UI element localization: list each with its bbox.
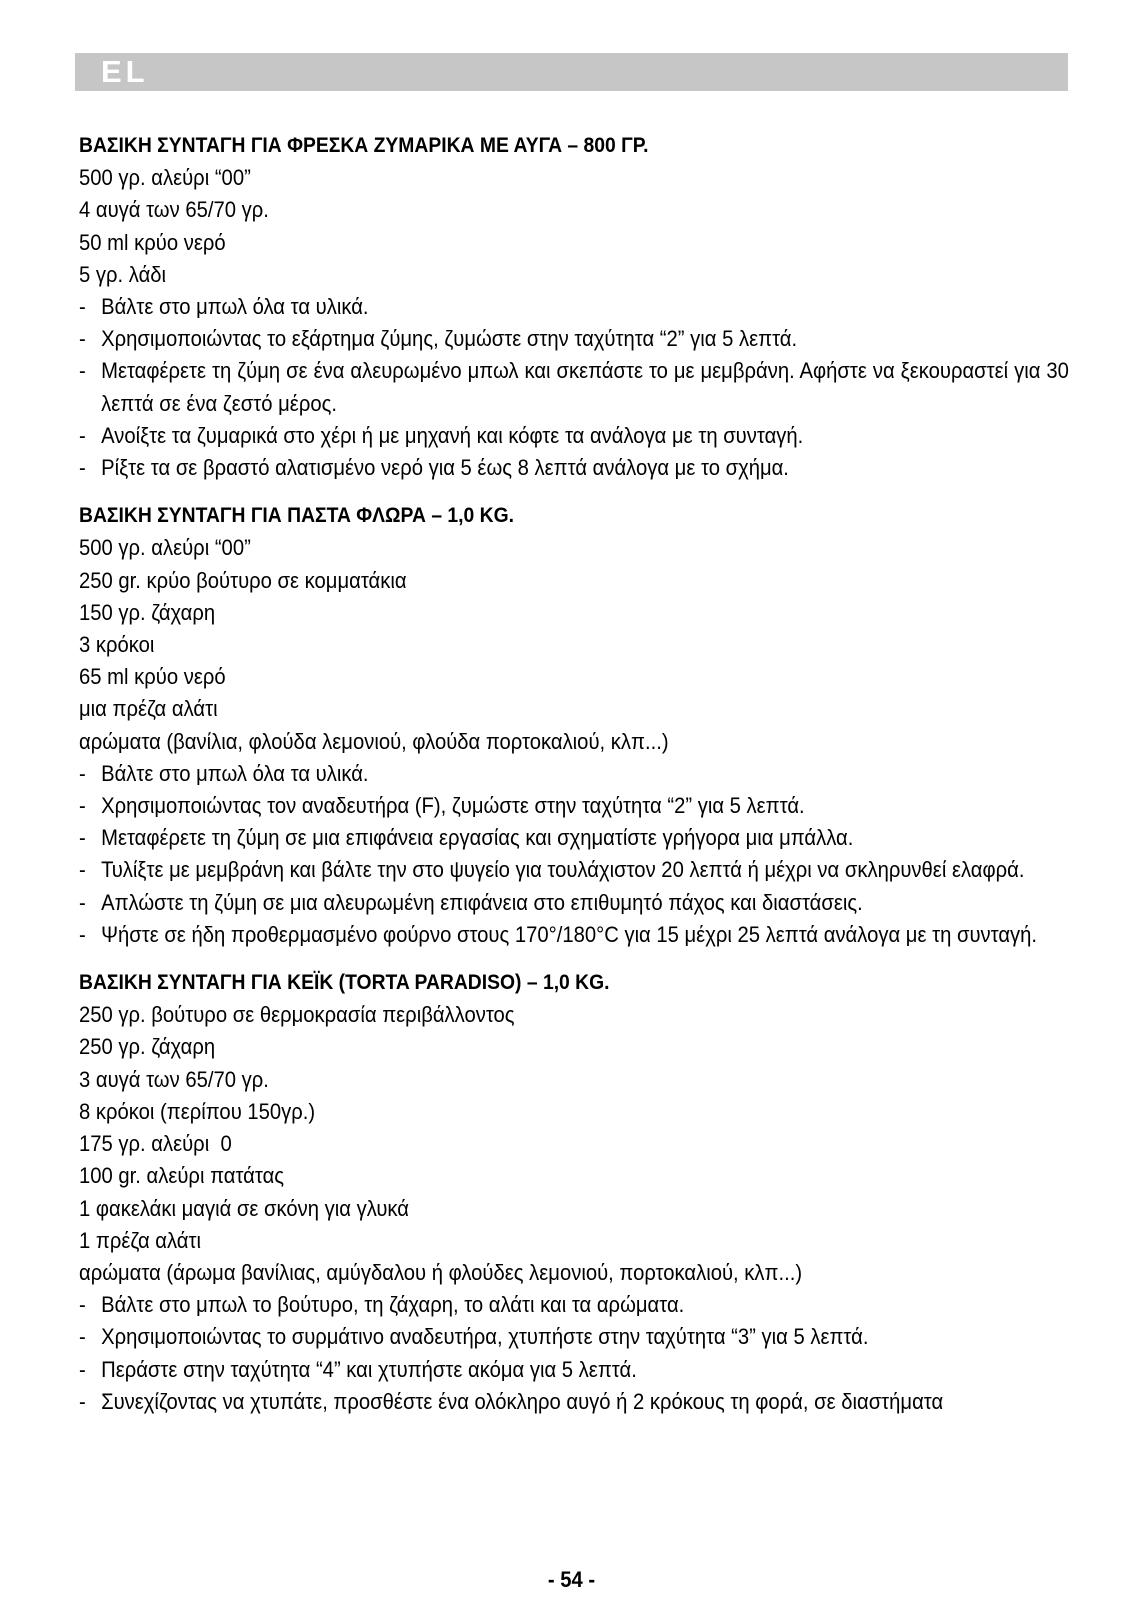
bullet-dash: - (79, 326, 86, 352)
step-text: Ψήστε σε ήδη προθερμασμένο φούρνο στους 170°/180°C για 15 μέχρι 25 λεπτά ανάλογα με τη συνταγή. (101, 921, 1038, 947)
section-title: ΒΑΣΙΚΗ ΣΥΝΤΑΓΗ ΓΙΑ ΦΡΕΣΚΑ ΖΥΜΑΡΙΚΑ ΜΕ ΑΥΓΑ – 800 ΓΡ. (79, 134, 649, 157)
ingredient: 1 πρέζα αλάτι (79, 1227, 201, 1253)
bullet-dash: - (79, 857, 86, 883)
instruction-step (79, 1386, 1069, 1418)
recipe-section-fresh-pasta (79, 130, 1069, 484)
bullet-dash: - (79, 422, 86, 448)
ingredient: μια πρέζα αλάτι (79, 696, 218, 722)
ingredient: 500 γρ. αλεύρι “00” (79, 535, 251, 561)
bullet-dash: - (79, 793, 86, 819)
step-text: Ρίξτε τα σε βραστό αλατισμένο νερό για 5 έως 8 λεπτά ανάλογα με το σχήμα. (101, 455, 789, 481)
instruction-step (79, 822, 1069, 854)
instruction-step (79, 919, 1069, 951)
recipe-section-pasta-flora (79, 500, 1069, 951)
step-text: Ανοίξτε τα ζυμαρικά στο χέρι ή με μηχανή και κόφτε τα ανάλογα με τη συνταγή. (101, 422, 804, 448)
ingredient: 250 γρ. βούτυρο σε θερμοκρασία περιβάλλοντος (79, 1002, 515, 1028)
step-text: Τυλίξτε με μεμβράνη και βάλτε την στο ψυγείο για τουλάχιστον 20 λεπτά ή μέχρι να σκληρυνθεί ελαφρά. (101, 857, 1025, 883)
instruction-step (79, 1289, 1069, 1321)
ingredient: 250 γρ. ζάχαρη (79, 1034, 216, 1060)
recipe-section-torta-paradiso (79, 967, 1069, 1418)
step-text: Απλώστε τη ζύμη σε μια αλευρωμένη επιφάνεια στο επιθυμητό πάχος και διαστάσεις. (101, 889, 863, 915)
bullet-dash: - (79, 1292, 86, 1318)
instruction-step (79, 291, 1069, 323)
ingredient: 1 φακελάκι μαγιά σε σκόνη για γλυκά (79, 1195, 410, 1221)
instruction-step (79, 758, 1069, 790)
instruction-step (79, 1354, 1069, 1386)
ingredient: 500 γρ. αλεύρι “00” (79, 165, 251, 191)
step-text: Μεταφέρετε τη ζύμη σε μια επιφάνεια εργασίας και σχηματίστε γρήγορα μια μπάλλα. (101, 825, 854, 851)
instruction-step (79, 452, 1069, 484)
step-text: Χρησιμοποιώντας το συρμάτινο αναδευτήρα, χτυπήστε στην ταχύτητα “3” για 5 λεπτά. (101, 1324, 869, 1350)
bullet-dash: - (79, 1356, 86, 1382)
instruction-step (79, 323, 1069, 355)
ingredient: 150 γρ. ζάχαρη (79, 599, 216, 625)
page-number: - 54 - (547, 1567, 596, 1592)
instruction-step (79, 887, 1069, 919)
ingredient: 100 gr. αλεύρι πατάτας (79, 1163, 285, 1189)
bullet-dash: - (79, 1388, 86, 1414)
ingredient: 4 αυγά των 65/70 γρ. (79, 197, 269, 223)
step-text: Χρησιμοποιώντας τον αναδευτήρα (F), ζυμώστε στην ταχύτητα “2” για 5 λεπτά. (101, 793, 805, 819)
instruction-step (79, 1321, 1069, 1353)
bullet-dash: - (79, 455, 86, 481)
bullet-dash: - (79, 294, 86, 320)
section-title: ΒΑΣΙΚΗ ΣΥΝΤΑΓΗ ΓΙΑ ΚΕΪΚ (TORTA PARADISO) – 1,0 KG. (79, 971, 610, 995)
step-text: Βάλτε στο μπωλ όλα τα υλικά. (101, 760, 369, 786)
step-text: Περάστε στην ταχύτητα “4” και χτυπήστε ακόμα για 5 λεπτά. (101, 1356, 637, 1382)
instruction-step (79, 420, 1069, 452)
ingredient: 250 gr. κρύο βούτυρο σε κομματάκια (79, 567, 407, 593)
ingredient: 5 γρ. λάδι (79, 261, 167, 287)
bullet-dash: - (79, 921, 86, 947)
bullet-dash: - (79, 760, 86, 786)
language-code: EL (101, 54, 149, 89)
step-text: Συνεχίζοντας να χτυπάτε, προσθέστε ένα ολόκληρο αυγό ή 2 κρόκους τη φορά, σε διαστήματα (101, 1388, 944, 1414)
ingredient: 175 γρ. αλεύρι 0 (79, 1131, 232, 1157)
instruction-step (79, 854, 1069, 886)
bullet-dash: - (79, 358, 86, 384)
section-title: ΒΑΣΙΚΗ ΣΥΝΤΑΓΗ ΓΙΑ ΠΑΣΤΑ ΦΛΩΡΑ – 1,0 KG. (79, 504, 515, 528)
instruction-step (79, 355, 1069, 419)
step-text: Μεταφέρετε τη ζύμη σε ένα αλευρωμένο μπωλ και σκεπάστε το με μεμβράνη. Αφήστε να ξεκουραστεί για 30 λεπτά σε ένα ζεστό μέρος. (101, 358, 1069, 416)
ingredient: 65 ml κρύο νερό (79, 664, 226, 690)
language-header-bar (75, 53, 1068, 91)
bullet-dash: - (79, 825, 86, 851)
ingredient: αρώματα (άρωμα βανίλιας, αμύγδαλου ή φλούδες λεμονιού, πορτοκαλιού, κλπ...) (79, 1259, 803, 1285)
instruction-step (79, 790, 1069, 822)
step-text: Βάλτε στο μπωλ όλα τα υλικά. (101, 294, 369, 320)
step-text: Βάλτε στο μπωλ το βούτυρο, τη ζάχαρη, το αλάτι και τα αρώματα. (101, 1292, 685, 1318)
ingredient: 3 αυγά των 65/70 γρ. (79, 1066, 269, 1092)
step-text: Χρησιμοποιώντας το εξάρτημα ζύμης, ζυμώστε στην ταχύτητα “2” για 5 λεπτά. (101, 326, 798, 352)
bullet-dash: - (79, 889, 86, 915)
ingredient: 50 ml κρύο νερό (79, 229, 226, 255)
ingredient: αρώματα (βανίλια, φλούδα λεμονιού, φλούδα πορτοκαλιού, κλπ...) (79, 728, 669, 754)
ingredient: 8 κρόκοι (περίπου 150γρ.) (79, 1098, 316, 1124)
recipe-content (79, 130, 1069, 1418)
ingredient: 3 κρόκοι (79, 632, 155, 658)
bullet-dash: - (79, 1324, 86, 1350)
